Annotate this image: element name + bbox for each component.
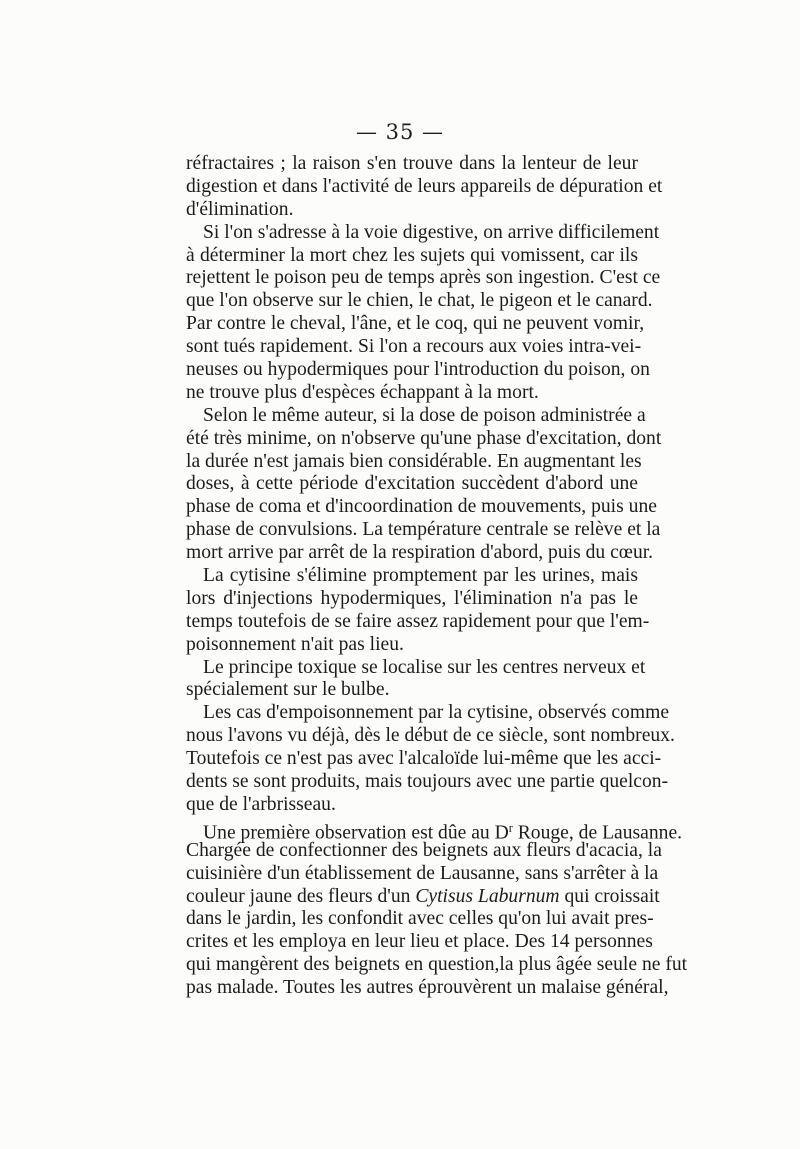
text-line: ne trouve plus d'espèces échappant à la mort. bbox=[186, 381, 539, 403]
text-line: crites et les employa en leur lieu et place. Des 14 personnes bbox=[186, 931, 653, 953]
text-line: que l'on observe sur le chien, le chat, le pigeon et le canard. bbox=[186, 290, 653, 312]
text-line: que de l'arbrisseau. bbox=[186, 793, 336, 815]
text-line: Par contre le cheval, l'âne, et le coq, qui ne peuvent vomir, bbox=[186, 313, 645, 335]
text-line bbox=[186, 817, 683, 844]
text-line: nous l'avons vu déjà, dès le début de ce siècle, sont nombreux. bbox=[186, 725, 675, 747]
text-fragment: Rouge, de Lausanne. bbox=[512, 822, 683, 844]
text-line: temps toutefois de se faire assez rapidement pour que l'em- bbox=[186, 610, 650, 632]
text-line: à déterminer la mort chez les sujets qui vomissent, car ils bbox=[186, 244, 638, 266]
text-line: phase de convulsions. La température centrale se relève et la bbox=[186, 519, 661, 541]
text-line: poisonnement n'ait pas lieu. bbox=[186, 633, 404, 655]
text-line: Toutefois ce n'est pas avec l'alcaloïde lui-même que les acci- bbox=[186, 748, 662, 770]
text-line: rejettent le poison peu de temps après son ingestion. C'est ce bbox=[186, 267, 661, 289]
text-line: pas malade. Toutes les autres éprouvèrent un malaise général, bbox=[186, 977, 669, 999]
text-line: Les cas d'empoisonnement par la cytisine, observés comme bbox=[203, 702, 670, 724]
page-number: — 35 — bbox=[355, 120, 445, 144]
text-line: spécialement sur le bulbe. bbox=[186, 679, 390, 701]
text-line: Chargée de confectionner des beignets aux fleurs d'acacia, la bbox=[186, 839, 662, 861]
text-line: neuses ou hypodermiques pour l'introduction du poison, on bbox=[186, 359, 650, 381]
text-line: lors d'injections hypodermiques, l'élimination n'a pas le bbox=[186, 587, 638, 609]
text-line: d'élimination. bbox=[186, 198, 294, 220]
text-line: dans le jardin, les confondit avec celles qu'on lui avait pres- bbox=[186, 908, 654, 930]
text-line: qui mangèrent des beignets en question,la plus âgée seule ne fut bbox=[186, 954, 688, 976]
text-line bbox=[186, 885, 660, 909]
text-fragment: Une première observation est dûe au D bbox=[203, 822, 509, 844]
text-line: la durée n'est jamais bien considérable. En augmentant les bbox=[186, 450, 642, 472]
text-line: doses, à cette période d'excitation succèdent d'abord une bbox=[186, 473, 638, 495]
text-fragment: qui croissait bbox=[559, 885, 660, 907]
superscript: r bbox=[508, 820, 513, 835]
text-line: été très minime, on n'observe qu'une phase d'excitation, dont bbox=[186, 427, 662, 449]
text-line: La cytisine s'élimine promptement par les urines, mais bbox=[203, 565, 638, 587]
text-line: dents se sont produits, mais toujours avec une partie quelcon- bbox=[186, 771, 669, 793]
text-fragment: couleur jaune des fleurs d'un bbox=[186, 885, 416, 907]
body-text bbox=[186, 153, 688, 1000]
text-line: sont tués rapidement. Si l'on a recours aux voies intra-vei- bbox=[186, 336, 642, 358]
text-line: cuisinière d'un établissement de Lausanne, sans s'arrêter à la bbox=[186, 862, 659, 884]
text-line: digestion et dans l'activité de leurs appareils de dépuration et bbox=[186, 175, 663, 197]
text-line: phase de coma et d'incoordination de mouvements, puis une bbox=[186, 496, 657, 518]
species-name: Cytisus Laburnum bbox=[415, 885, 560, 907]
text-line: mort arrive par arrêt de la respiration d'abord, puis du cœur. bbox=[186, 542, 654, 564]
text-line: réfractaires ; la raison s'en trouve dans la lenteur de leur bbox=[186, 153, 638, 174]
text-line: Le principe toxique se localise sur les centres nerveux et bbox=[203, 656, 646, 678]
text-line: Si l'on s'adresse à la voie digestive, on arrive difficilement bbox=[203, 221, 660, 243]
text-line: Selon le même auteur, si la dose de poison administrée a bbox=[203, 404, 646, 426]
